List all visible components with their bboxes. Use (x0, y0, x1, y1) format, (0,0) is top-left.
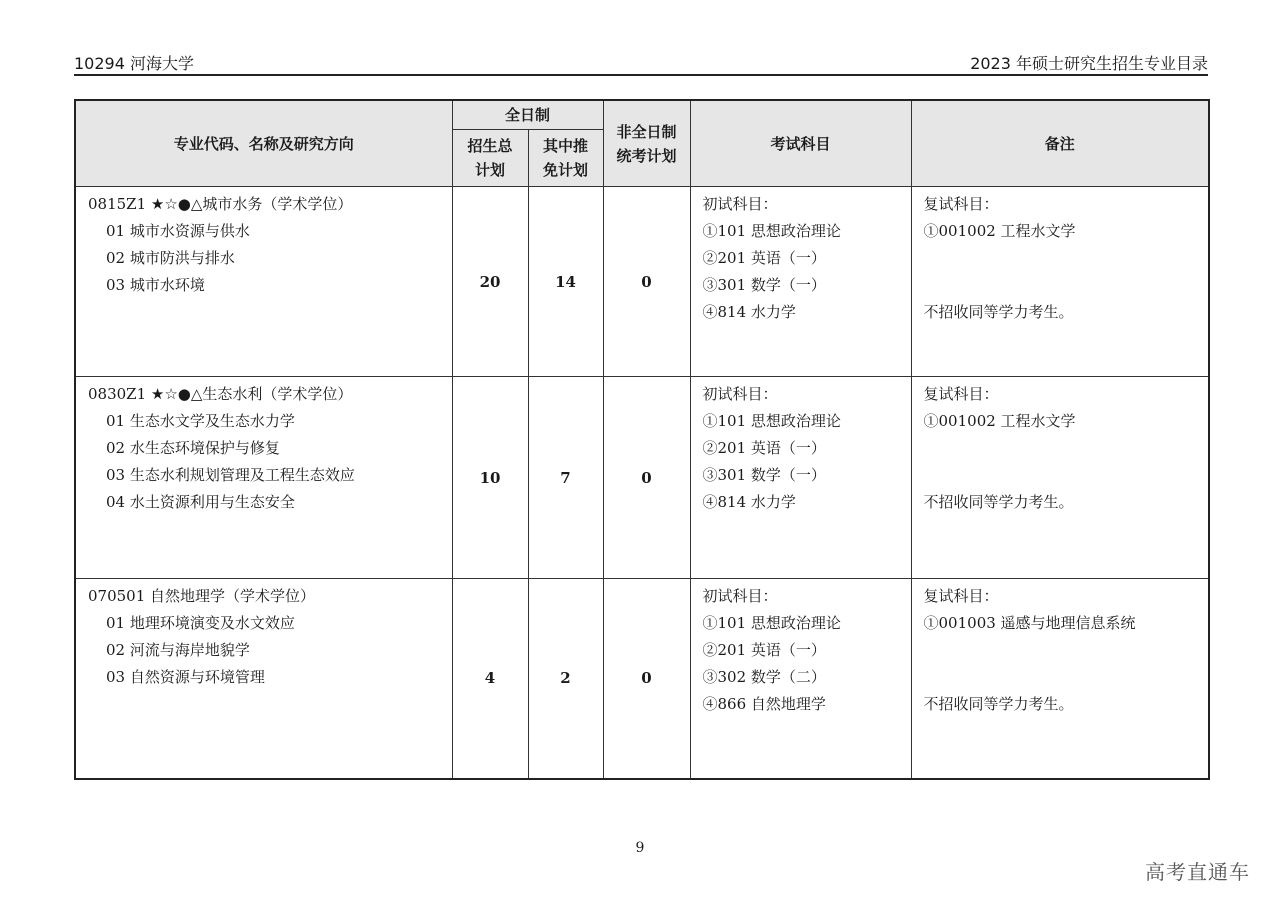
exam-line: ①101 思想政治理论 (702, 412, 841, 430)
research-direction: 03 城市水环境 (106, 276, 205, 294)
exam-line: ③301 数学（一） (702, 466, 826, 484)
header-total-plan-line1: 招生总 (467, 137, 513, 155)
research-direction: 04 水土资源利用与生态安全 (106, 493, 295, 511)
page-header (74, 50, 1208, 76)
exam-line: ③301 数学（一） (702, 276, 826, 294)
major-cell (75, 187, 452, 377)
notes-cell (911, 377, 1209, 579)
header-total-plan-line2: 计划 (474, 161, 505, 179)
university-code-name: 10294 河海大学 (74, 54, 194, 73)
research-direction: 01 地理环境演变及水文效应 (106, 614, 295, 632)
retest-subject: ①001003 遥感与地理信息系统 (923, 614, 1136, 632)
total-plan-value: 10 (452, 377, 528, 579)
research-direction: 01 生态水文学及生态水力学 (106, 412, 295, 430)
admissions-catalog-table (74, 99, 1210, 780)
exam-line: ①101 思想政治理论 (702, 222, 841, 240)
research-direction: 02 水生态环境保护与修复 (106, 439, 280, 457)
header-parttime-line2: 统考计划 (616, 146, 677, 165)
retest-subject: ①001002 工程水文学 (923, 412, 1076, 430)
retest-title: 复试科目： (923, 195, 999, 213)
header-notes: 备注 (911, 100, 1209, 187)
notes-extra: 不招收同等学力考生。 (923, 493, 1074, 511)
table-row (75, 187, 1209, 377)
exam-line: ②201 英语（一） (702, 641, 826, 659)
notes-extra: 不招收同等学力考生。 (923, 695, 1074, 713)
exam-line: ④814 水力学 (702, 493, 796, 511)
header-exempt-plan-line1: 其中推 (543, 137, 589, 155)
page-number: 9 (635, 840, 645, 856)
research-direction: 02 河流与海岸地貌学 (106, 641, 250, 659)
exam-line: ②201 英语（一） (702, 249, 826, 267)
retest-subject: ①001002 工程水文学 (923, 222, 1076, 240)
exempt-plan-value: 14 (528, 187, 603, 377)
research-direction: 03 生态水利规划管理及工程生态效应 (106, 466, 355, 484)
exam-line: ④814 水力学 (702, 303, 796, 321)
exempt-plan-value: 2 (528, 579, 603, 779)
exam-line: 初试科目： (702, 587, 778, 605)
retest-title: 复试科目： (923, 587, 999, 605)
header-parttime (603, 100, 690, 187)
major-name: 0830Z1 ★☆●△生态水利（学术学位） (88, 385, 353, 403)
retest-title: 复试科目： (923, 385, 999, 403)
research-direction: 03 自然资源与环境管理 (106, 668, 265, 686)
exam-subjects-cell (690, 187, 911, 377)
exam-line: ③302 数学（二） (702, 668, 826, 686)
exam-subjects-cell (690, 579, 911, 779)
exempt-plan-value: 7 (528, 377, 603, 579)
major-name: 0815Z1 ★☆●△城市水务（学术学位） (88, 195, 353, 213)
header-fulltime: 全日制 (452, 100, 603, 130)
parttime-plan-value: 0 (603, 377, 690, 579)
total-plan-value: 20 (452, 187, 528, 377)
total-plan-value: 4 (452, 579, 528, 779)
catalog-title: 2023 年硕士研究生招生专业目录 (970, 54, 1208, 73)
notes-cell (911, 187, 1209, 377)
exam-subjects-cell (690, 377, 911, 579)
major-name: 070501 自然地理学（学术学位） (88, 587, 316, 605)
exam-line: 初试科目： (702, 195, 778, 213)
major-cell (75, 579, 452, 779)
exam-line: ②201 英语（一） (702, 439, 826, 457)
header-total-plan (452, 130, 528, 187)
notes-extra: 不招收同等学力考生。 (923, 303, 1074, 321)
header-parttime-line1: 非全日制 (616, 122, 677, 141)
research-direction: 01 城市水资源与供水 (106, 222, 250, 240)
parttime-plan-value: 0 (603, 187, 690, 377)
header-major: 专业代码、名称及研究方向 (75, 100, 452, 187)
header-exempt-plan (528, 130, 603, 187)
parttime-plan-value: 0 (603, 579, 690, 779)
header-exam: 考试科目 (690, 100, 911, 187)
research-direction: 02 城市防洪与排水 (106, 249, 235, 267)
table-header-row (75, 100, 1209, 130)
watermark-text: 高考直通车 (1145, 860, 1250, 884)
exam-line: ④866 自然地理学 (702, 695, 826, 713)
notes-cell (911, 579, 1209, 779)
table-row (75, 377, 1209, 579)
exam-line: 初试科目： (702, 385, 778, 403)
table-row (75, 579, 1209, 779)
major-cell (75, 377, 452, 579)
exam-line: ①101 思想政治理论 (702, 614, 841, 632)
header-exempt-plan-line2: 免计划 (543, 161, 589, 179)
